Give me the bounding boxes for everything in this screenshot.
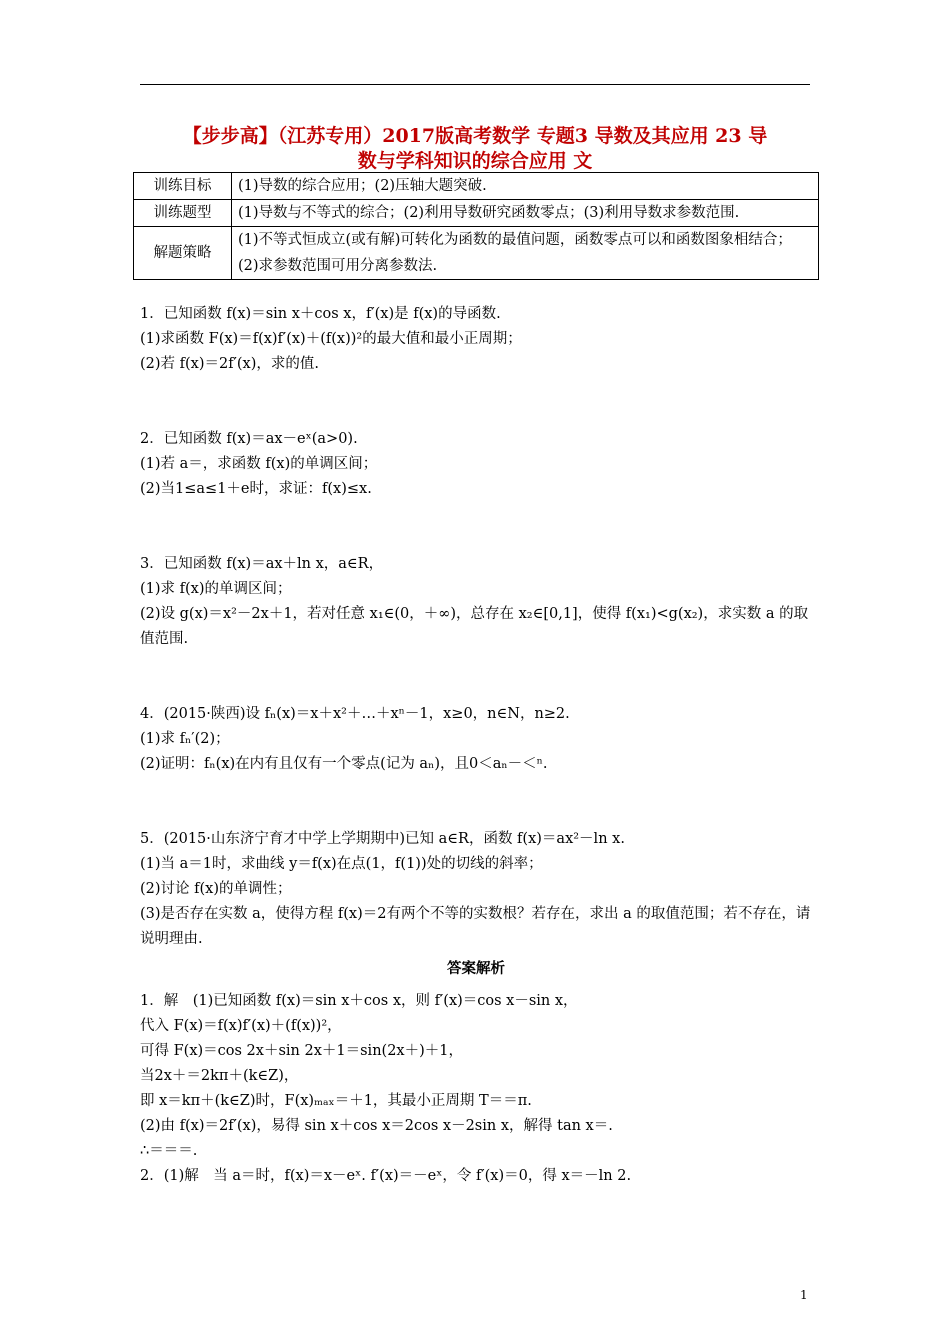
problem-part: (1)求函数 F(x)＝f(x)f′(x)＋(f(x))²的最大值和最小正周期；	[140, 331, 522, 347]
problem-part: (1)求 f(x)的单调区间；	[140, 581, 292, 597]
answer-line: 2．(1)解 当 a＝时，f(x)＝x－eˣ. f′(x)＝－eˣ，令 f′(x)＝0，得 x＝－ln 2.	[140, 1168, 632, 1184]
title-line-2: 数与学科知识的综合应用 文	[357, 150, 593, 172]
problem-stem: 4．(2015·陕西)设 fₙ(x)＝x＋x²＋…＋xⁿ－1，x≥0，n∈N，n≥2.	[140, 706, 570, 722]
answer-line: 代入 F(x)＝f(x)f′(x)＋(f(x))²，	[140, 1018, 342, 1034]
row-header: 训练目标	[134, 173, 232, 200]
problem-stem: 2．已知函数 f(x)＝ax－eˣ(a>0).	[140, 431, 358, 447]
answer-line: 当2x＋＝2kπ＋(k∈Z)，	[140, 1068, 299, 1084]
top-rule	[140, 84, 810, 85]
problem-2	[140, 427, 812, 502]
row-content: (1)导数的综合应用；(2)压轴大题突破.	[232, 173, 819, 200]
answer-line: 可得 F(x)＝cos 2x＋sin 2x＋1＝sin(2x＋)＋1，	[140, 1043, 463, 1059]
answer-line: 即 x＝kπ＋(k∈Z)时，F(x)ₘₐₓ＝＋1，其最小正周期 T＝＝π.	[140, 1093, 532, 1109]
row-header: 解题策略	[134, 227, 232, 280]
document-body	[140, 302, 812, 1189]
row-content: (1)导数与不等式的综合；(2)利用导数研究函数零点；(3)利用导数求参数范围.	[232, 200, 819, 227]
problem-part: (2)讨论 f(x)的单调性；	[140, 881, 292, 897]
answers	[140, 989, 812, 1189]
problem-5	[140, 827, 812, 952]
problem-part: (1)当 a＝1时，求曲线 y＝f(x)在点(1，f(1))处的切线的斜率；	[140, 856, 543, 872]
problem-stem: 1．已知函数 f(x)＝sin x＋cos x，f′(x)是 f(x)的导函数.	[140, 306, 501, 322]
title-line-1: 【步步高】（江苏专用）2017版高考数学 专题3 导数及其应用 23 导	[182, 125, 768, 147]
document-title	[140, 124, 810, 174]
table-row	[134, 227, 819, 280]
training-info-table	[133, 172, 819, 280]
row-header: 训练题型	[134, 200, 232, 227]
problem-4	[140, 702, 812, 777]
table-row	[134, 173, 819, 200]
problem-stem: 5．(2015·山东济宁育才中学上学期期中)已知 a∈R，函数 f(x)＝ax²－ln x.	[140, 831, 625, 847]
problem-part: (2)证明：fₙ(x)在内有且仅有一个零点(记为 aₙ)，且0＜aₙ－＜ⁿ.	[140, 756, 548, 772]
problem-part: (2)当1≤a≤1＋e时，求证：f(x)≤x.	[140, 481, 372, 497]
problem-part: (3)是否存在实数 a，使得方程 f(x)＝2有两个不等的实数根？若存在，求出 a 的取值范围；若不存在，请说明理由.	[140, 906, 811, 947]
problem-stem: 3．已知函数 f(x)＝ax＋ln x，a∈R，	[140, 556, 384, 572]
row-content: (1)不等式恒成立(或有解)可转化为函数的最值问题，函数零点可以和函数图象相结合；(2)求参数范围可用分离参数法.	[232, 227, 819, 280]
problem-part: (1)若 a＝，求函数 f(x)的单调区间；	[140, 456, 378, 472]
problem-1	[140, 302, 812, 377]
answer-line: 1．解 (1)已知函数 f(x)＝sin x＋cos x，则 f′(x)＝cos x－sin x，	[140, 993, 578, 1009]
problem-part: (1)求 fₙ′(2)；	[140, 731, 230, 747]
answer-heading: 答案解析	[447, 960, 505, 977]
table-row	[134, 200, 819, 227]
problem-3	[140, 552, 812, 652]
answer-line: ∴＝＝＝.	[140, 1143, 198, 1159]
problem-part: (2)若 f(x)＝2f′(x)，求的值.	[140, 356, 319, 372]
problem-part: (2)设 g(x)＝x²－2x＋1，若对任意 x₁∈(0，＋∞)，总存在 x₂∈[0,1]，使得 f(x₁)<g(x₂)，求实数 a 的取值范围.	[140, 606, 809, 647]
answer-line: (2)由 f(x)＝2f′(x)，易得 sin x＋cos x＝2cos x－2sin x，解得 tan x＝.	[140, 1118, 613, 1134]
page-number: 1	[800, 1288, 808, 1302]
